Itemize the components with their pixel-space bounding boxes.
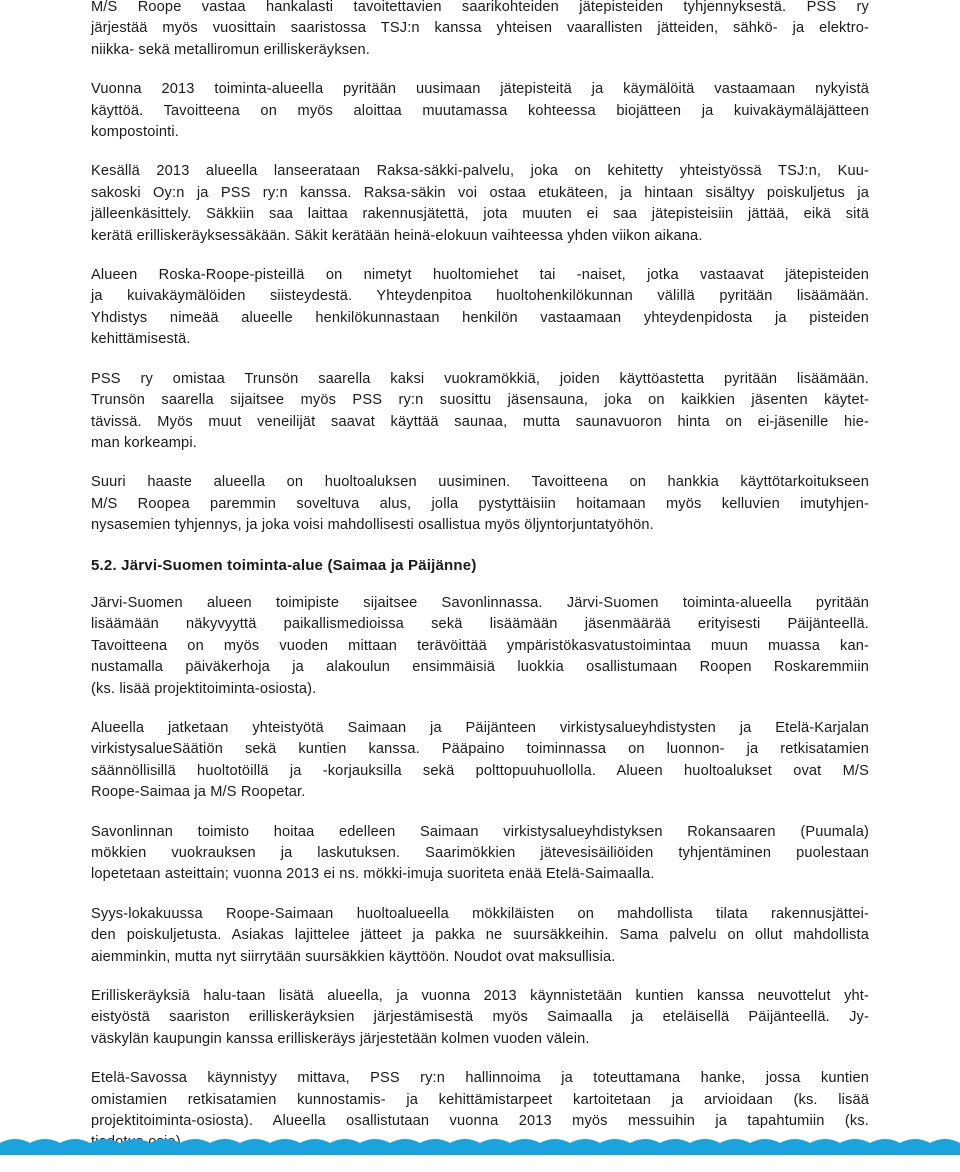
wave-footer-decoration: [0, 1133, 960, 1155]
section-heading: 5.2. Järvi-Suomen toiminta-alue (Saimaa ja Päijänne): [91, 556, 477, 574]
paragraph-line: ja kuivakäymälöiden siisteydestä. Yhteydenpitoa huoltohenkilökunnan välillä pyritään lisäämään.: [91, 288, 869, 305]
paragraph-line: Yhdistys nimeää alueelle henkilökunnastaan henkilön vastaamaan yhteydenpidosta ja pisteiden: [91, 309, 869, 326]
paragraph-line: Roope-Saimaa ja M/S Roopetar.: [91, 784, 306, 801]
paragraph-line: projektitoiminta-osiosta). Alueella osallistutaan vuonna 2013 myös messuihin ja tapahtumiin (ks.: [91, 1113, 869, 1130]
paragraph-line: aiemminkin, mutta nyt siirrytään suursäkkien käyttöön. Noudot ovat maksullisia.: [91, 948, 616, 965]
paragraph-line: omistamien retkisatamien kunnostamis- ja kehittämistarpeet kartoitetaan ja arvioidaan (ks. lisää: [91, 1091, 869, 1108]
paragraph-line: den poiskuljetusta. Asiakas lajittelee jätteet ja pakka ne suursäkkeihin. Sama palvelu on ollut mahdollista: [91, 927, 869, 944]
paragraph-line: virkistysalueSäätiön sekä kuntien kanssa. Pääpaino toiminnassa on luonnon- ja retkisatamien: [91, 741, 869, 758]
paragraph-line: Syys-lokakuussa Roope-Saimaan huoltoalueella mökkiläisten on mahdollista tilata rakennusjättei-: [91, 905, 869, 922]
paragraph: [91, 593, 869, 700]
paragraph-line: Suuri haaste alueella on huoltoaluksen uusiminen. Tavoitteena on hankkia käyttötarkoitukseen: [91, 474, 869, 491]
paragraph: [91, 718, 869, 804]
paragraph-line: (ks. lisää projektitoiminta-osiosta).: [91, 680, 317, 697]
paragraph: [91, 0, 869, 61]
paragraph: [91, 472, 869, 536]
paragraph-line: Etelä-Savossa käynnistyy mittava, PSS ry:n hallinnoima ja toteuttamana hanke, jossa kuntien: [91, 1070, 869, 1087]
paragraph-line: Erilliskeräyksiä halu-taan lisätä alueella, ja vuonna 2013 käynnistetään kuntien kanssa neuvottelut yht-: [91, 988, 869, 1005]
paragraph-line: mökkien vuokrauksen ja laskutuksen. Saarimökkien jätevesisäiliöiden tyhjentäminen puolestaan: [91, 845, 869, 861]
paragraph-line: Kesällä 2013 alueella lanseerataan Raksa-säkki-palvelu, joka on kehitetty yhteistyössä TSJ:n, Kuu-: [91, 163, 869, 180]
paragraph-line: nysasemien tyhjennys, ja joka voisi mahdollisesti osallistua myös öljyntorjuntatyöhön.: [91, 517, 654, 534]
paragraph-line: kehittämisestä.: [91, 331, 191, 348]
paragraph-line: jälleenkäsittely. Säkkiin saa laittaa rakennusjätettä, jota muuten ei saa jätepisteisiin jättää, eikä sitä: [91, 206, 869, 223]
paragraph-line: M/S Roope vastaa hankalasti tavoitettavien saarikohteiden jätepisteiden tyhjennyksestä. PSS ry: [91, 0, 869, 15]
paragraph-line: Järvi-Suomen alueen toimipiste sijaitsee Savonlinnassa. Järvi-Suomen toiminta-alueella pyritään: [91, 594, 869, 611]
paragraph-line: eistyöstä saariston erilliskeräyksien järjestämisestä myös Saimaalla ja eteläisellä Päijänteellä. Jy-: [91, 1009, 869, 1026]
paragraph: [91, 79, 869, 143]
paragraph-line: kerätä erilliskeräyksessäkään. Säkit kerätään heinä-elokuun vaihteessa yhden viikon aikana.: [91, 227, 703, 244]
paragraph-line: M/S Roopea paremmin soveltuva alus, jolla pystyttäisiin hoitamaan myös kelluvien imutyhjen-: [91, 495, 869, 512]
paragraph-line: lisäämään näkyvyyttä paikallismedioissa sekä lisäämään jäsenmäärää erityisesti Päijänteellä.: [91, 616, 869, 633]
paragraph: [91, 369, 869, 455]
paragraph-line: man korkeampi.: [91, 434, 197, 451]
paragraph-line: lopetetaan asteittain; vuonna 2013 ei ns. mökki-imuja suoriteta enää Etelä-Saimaalla.: [91, 866, 655, 883]
paragraph: [91, 822, 869, 886]
paragraph-line: Alueen Roska-Roope-pisteillä on nimetyt huoltomiehet tai -naiset, jotka vastaavat jätepisteiden: [91, 267, 869, 284]
paragraph-line: Vuonna 2013 toiminta-alueella pyritään uusimaan jätepisteitä ja käymälöitä vastaamaan nykyistä: [91, 81, 869, 98]
top-section: [91, 0, 869, 537]
paragraph-line: Trunsön saarella sijaitsee myös PSS ry:n suosittu jäsensauna, joka on kaikkien jäsenten käytet-: [91, 392, 869, 409]
document-page: [91, 0, 869, 1172]
wave-shape: [0, 1139, 960, 1155]
paragraph: [91, 161, 869, 247]
paragraph-line: Alueella jatketaan yhteistyötä Saimaan ja Päijänteen virkistysalueyhdistysten ja Etelä-Karjalan: [91, 719, 869, 736]
paragraph-line: PSS ry omistaa Trunsön saarella kaksi vuokramökkiä, joiden käyttöastetta pyritään lisäämään.: [91, 370, 869, 387]
paragraph-line: järjestää myös vuosittain saaristossa TSJ:n kanssa yhteisen vaarallisten jätteiden, sähkö- ja elektro-: [91, 20, 869, 37]
paragraph: [91, 904, 869, 968]
paragraph-line: tävissä. Myös muut veneilijät saavat käyttää saunaa, mutta saunavuoron hinta on ei-jäsenille hie-: [91, 413, 869, 430]
bottom-section: [91, 593, 869, 1154]
paragraph-line: niikka- sekä metalliromun erilliskeräyksen.: [91, 41, 370, 58]
paragraph-line: kompostointi.: [91, 124, 179, 141]
paragraph-line: Tavoitteena on myös vuoden mittaan terävöittää ympäristökasvatustoimintaa muun muassa kan-: [91, 637, 869, 654]
paragraph-line: käyttöä. Tavoitteena on myös aloittaa muutamassa kohteessa biojätteen ja kuivakäymäläjätteen: [91, 102, 869, 119]
paragraph-line: säännöllisillä huoltotöillä ja -korjauksilla sekä polttopuuhuollolla. Alueen huoltoalukset ovat M/S: [91, 762, 869, 779]
paragraph-line: nustamalla päiväkerhoja ja alakoulun ensimmäisiä luokkia osallistumaan Roopen Roskaremmiin: [91, 659, 869, 676]
paragraph-line: Savonlinnan toimisto hoitaa edelleen Saimaan virkistysalueyhdistyksen Rokansaaren (Puumala): [91, 823, 869, 840]
paragraph-line: sakoski Oy:n ja PSS ry:n kanssa. Raksa-säkin voi ostaa etukäteen, ja hintaan sisältyy poiskuljetus ja: [91, 184, 869, 201]
paragraph-line: väskylän kaupungin kanssa erilliskeräys järjestetään kolmen vuoden välein.: [91, 1030, 590, 1047]
paragraph: [91, 265, 869, 351]
paragraph: [91, 986, 869, 1050]
